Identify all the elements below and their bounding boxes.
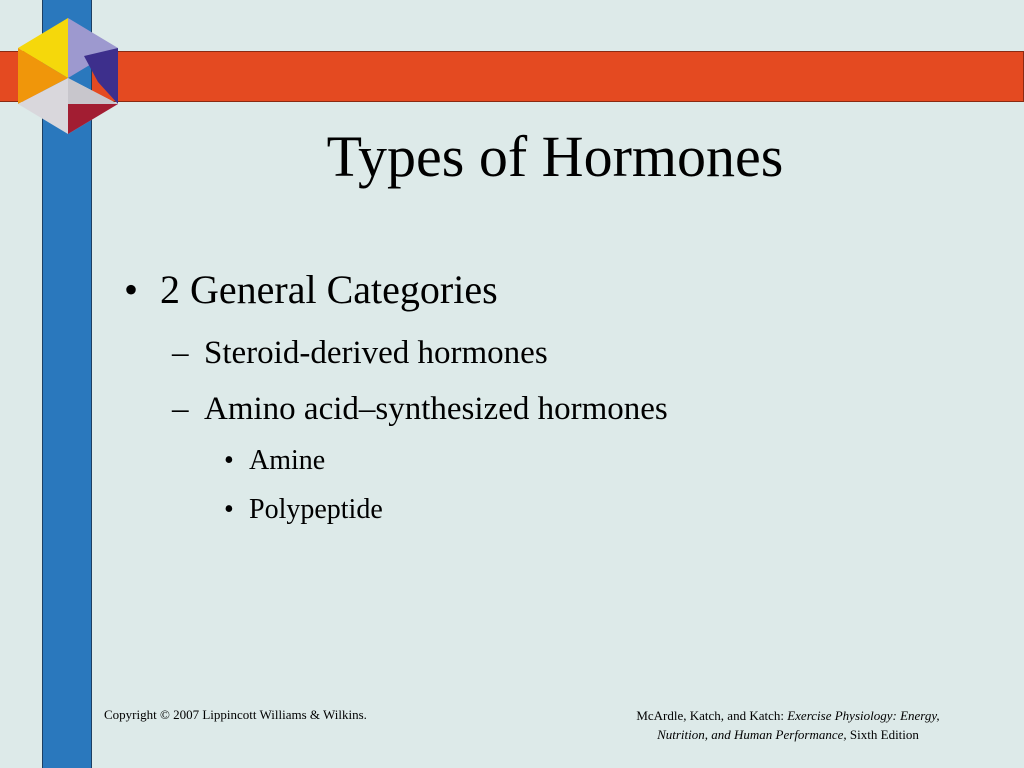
citation-authors: McArdle, Katch, and Katch: xyxy=(636,708,788,723)
bullet-text: Polypeptide xyxy=(249,494,383,525)
citation-title-part2: Nutrition, and Human Performance, xyxy=(657,727,847,742)
bullet-level2-amino-acid xyxy=(172,388,668,430)
citation-edition: Sixth Edition xyxy=(846,727,919,742)
bullet-marker: • xyxy=(224,445,234,476)
bullet-marker: • xyxy=(124,267,139,312)
bullet-text: Amine xyxy=(249,445,326,476)
dash-marker: – xyxy=(172,335,189,371)
orange-header-bar xyxy=(0,51,1024,102)
bullet-level2-steroid xyxy=(172,332,548,374)
bullet-level3-amine xyxy=(224,443,325,479)
citation-title-part1: Exercise Physiology: Energy, xyxy=(787,708,940,723)
slide-title: Types of Hormones xyxy=(326,124,784,189)
bullet-marker: • xyxy=(224,494,234,525)
bullet-text: Amino acid–synthesized hormones xyxy=(204,391,668,427)
bullet-text: 2 General Categories xyxy=(160,267,498,312)
bullet-text: Steroid-derived hormones xyxy=(204,335,548,371)
bullet-level1-general-categories xyxy=(124,265,498,315)
bullet-level3-polypeptide xyxy=(224,492,383,528)
logo-facet-crimson xyxy=(68,104,118,134)
footer-citation xyxy=(600,706,976,744)
dash-marker: – xyxy=(172,391,189,427)
cube-logo-icon xyxy=(14,16,122,136)
footer-copyright: Copyright © 2007 Lippincott Williams & Wilkins. xyxy=(104,707,367,722)
